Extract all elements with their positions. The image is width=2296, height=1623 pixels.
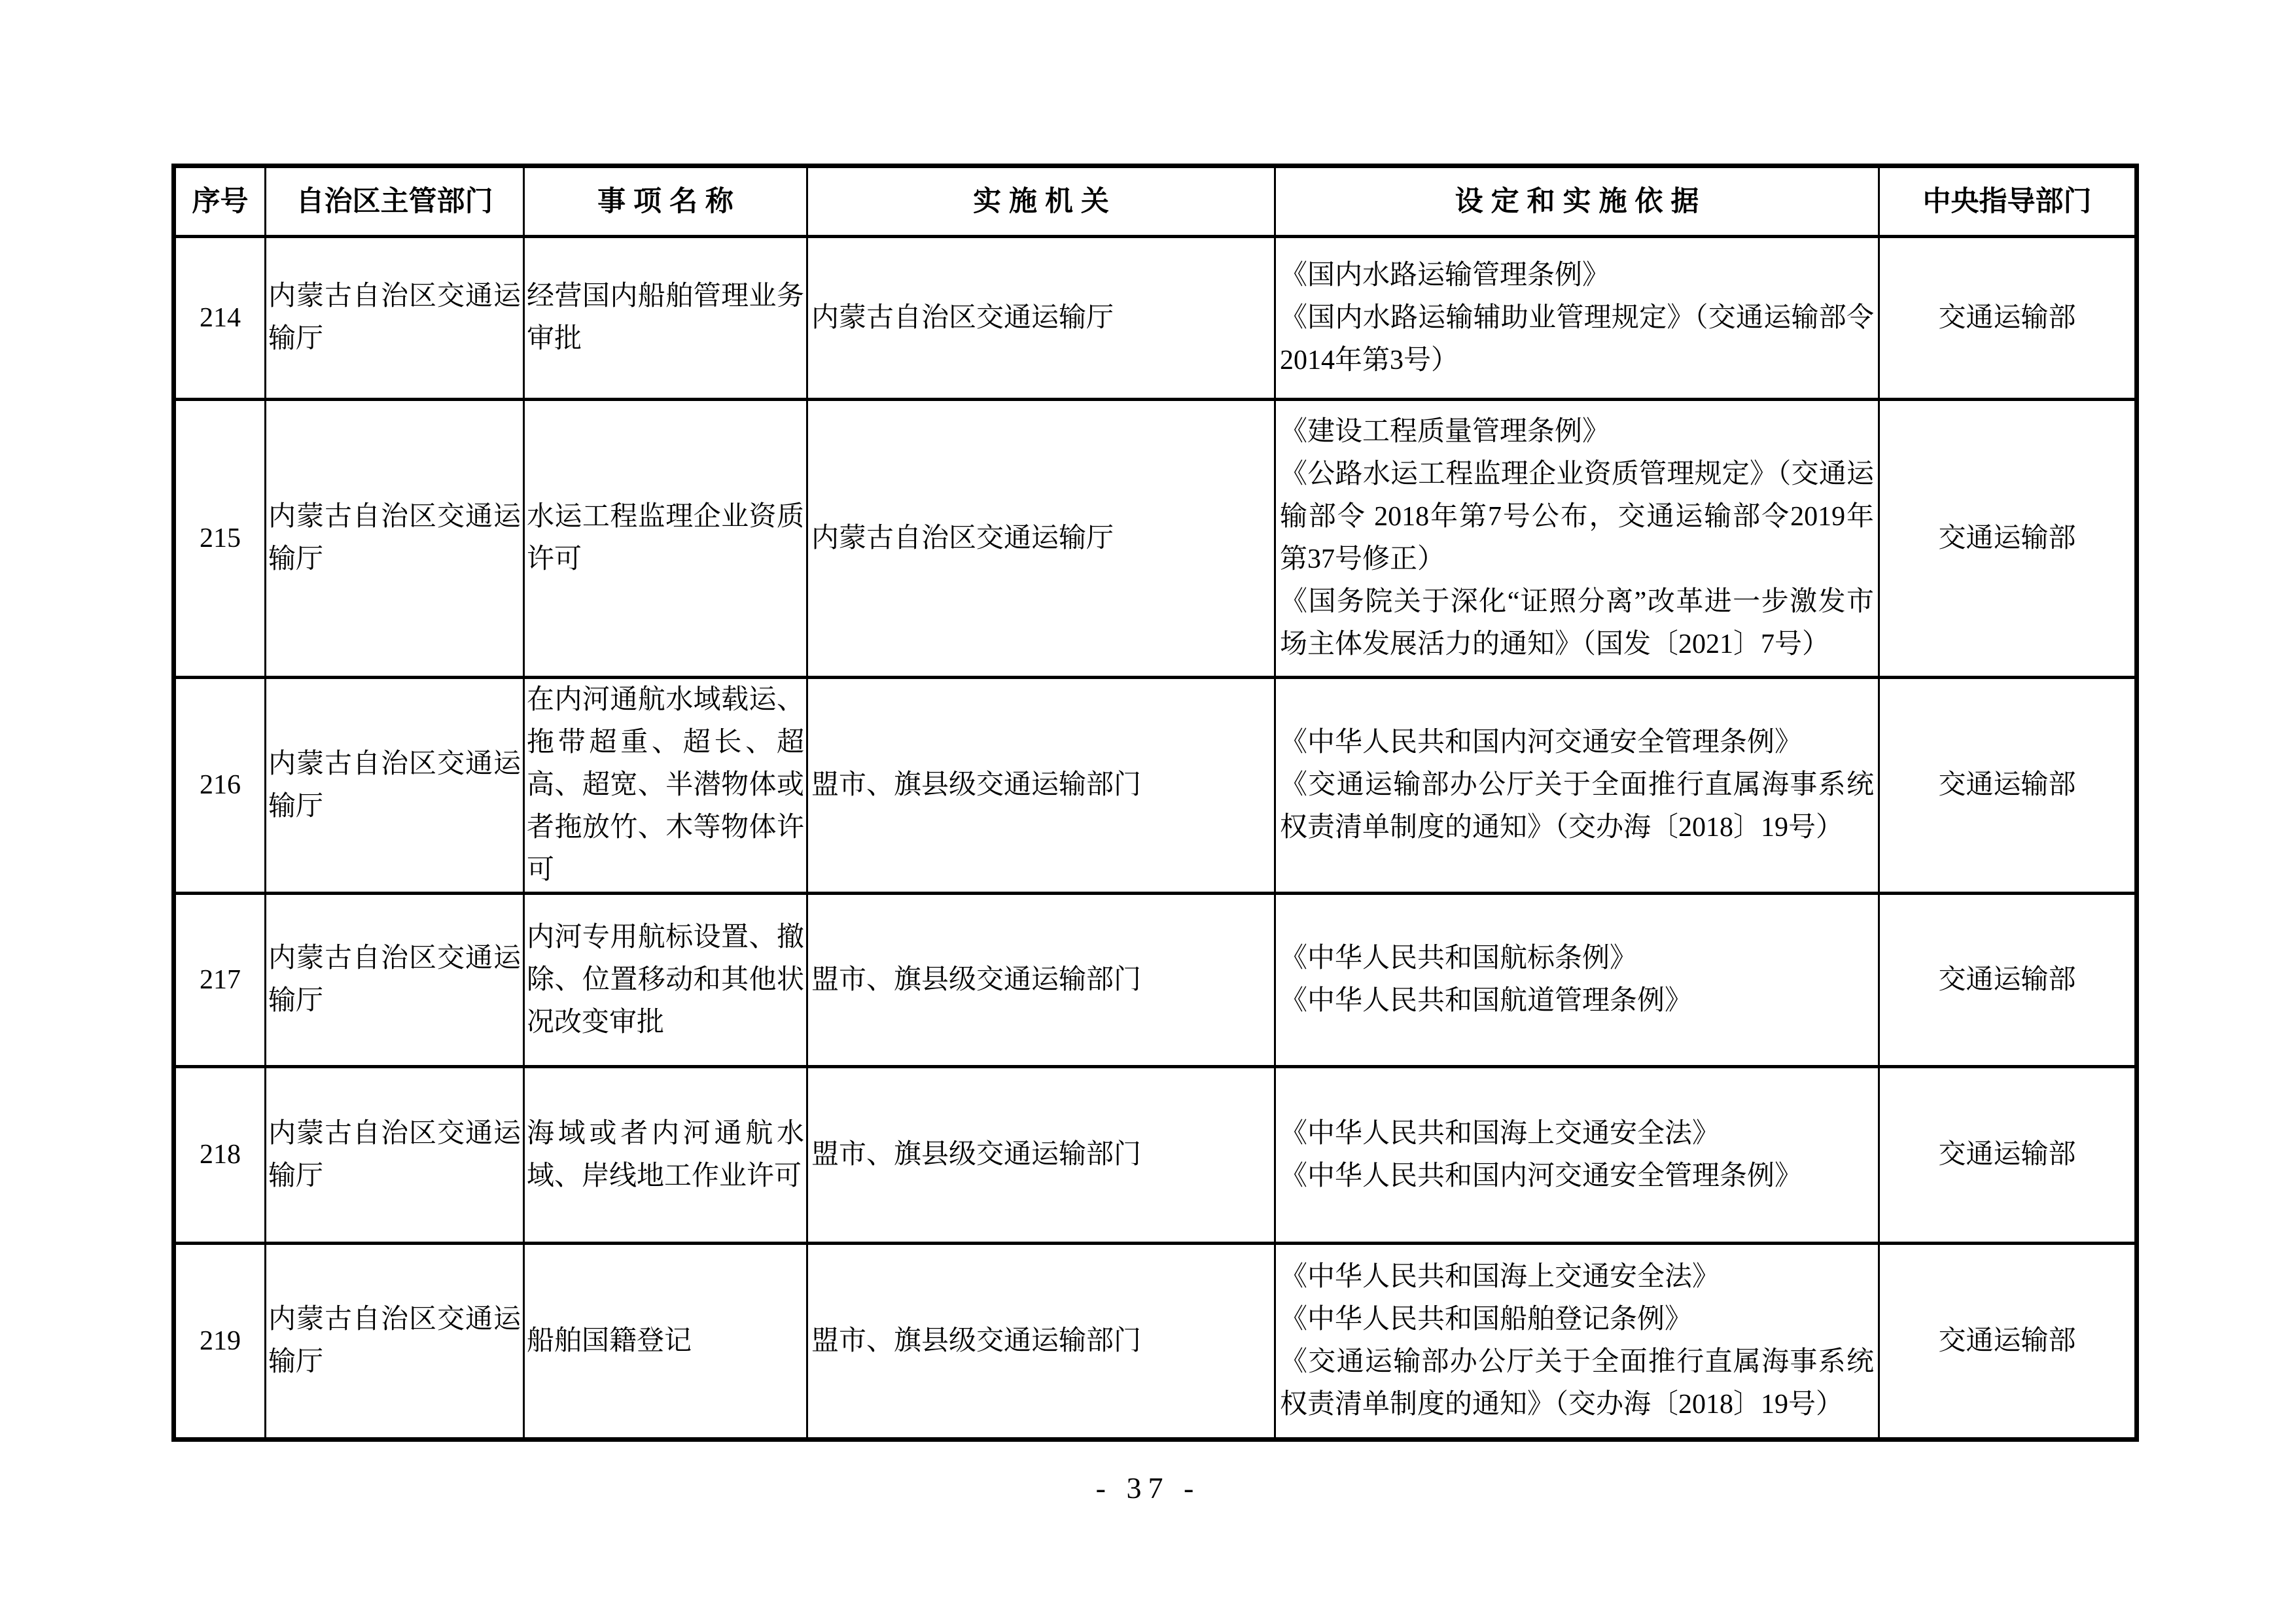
cell-serial-number: 219 (174, 1244, 266, 1440)
cell-region-department: 内蒙古自治区交通运输厅 (266, 894, 524, 1067)
cell-item-name: 船舶国籍登记 (524, 1244, 807, 1440)
legal-basis-line: 《中华人民共和国内河交通安全管理条例》 (1280, 727, 1803, 758)
cell-legal-basis (1275, 237, 1879, 400)
cell-central-guidance-department: 交通运输部 (1879, 1067, 2137, 1244)
cell-legal-basis (1275, 1244, 1879, 1440)
cell-implementing-agency: 盟市、旗县级交通运输部门 (807, 1067, 1275, 1244)
legal-basis-line: 《交通运输部办公厅关于全面推行直属海事系统权责清单制度的通知》（交办海〔2018〕19号） (1280, 770, 1874, 843)
cell-implementing-agency: 盟市、旗县级交通运输部门 (807, 894, 1275, 1067)
cell-serial-number: 214 (174, 237, 266, 400)
header-implementing-agency: 实 施 机 关 (807, 166, 1275, 237)
cell-serial-number: 217 (174, 894, 266, 1067)
cell-serial-number: 218 (174, 1067, 266, 1244)
cell-serial-number: 215 (174, 400, 266, 678)
legal-basis-line: 《中华人民共和国航道管理条例》 (1280, 986, 1693, 1016)
cell-legal-basis (1275, 678, 1879, 894)
cell-central-guidance-department: 交通运输部 (1879, 237, 2137, 400)
cell-implementing-agency: 内蒙古自治区交通运输厅 (807, 400, 1275, 678)
legal-basis-line: 《公路水运工程监理企业资质管理规定》（交通运输部令 2018年第7号公布，交通运输部令2019年第37号修正） (1280, 459, 1874, 574)
legal-basis-line: 《中华人民共和国航标条例》 (1280, 943, 1638, 973)
legal-basis-line: 《中华人民共和国海上交通安全法》 (1280, 1118, 1720, 1149)
header-item-name: 事 项 名 称 (524, 166, 807, 237)
header-region-department: 自治区主管部门 (266, 166, 524, 237)
legal-basis-line: 《中华人民共和国海上交通安全法》 (1280, 1262, 1720, 1292)
header-serial-number: 序号 (174, 166, 266, 237)
table-row (174, 237, 2137, 400)
cell-central-guidance-department: 交通运输部 (1879, 678, 2137, 894)
cell-legal-basis (1275, 400, 1879, 678)
legal-basis-line: 《建设工程质量管理条例》 (1280, 417, 1610, 447)
cell-region-department: 内蒙古自治区交通运输厅 (266, 1244, 524, 1440)
table-row (174, 894, 2137, 1067)
cell-legal-basis (1275, 894, 1879, 1067)
cell-central-guidance-department: 交通运输部 (1879, 400, 2137, 678)
cell-central-guidance-department: 交通运输部 (1879, 1244, 2137, 1440)
table-header-row (174, 166, 2137, 237)
legal-basis-line: 《国务院关于深化“证照分离”改革进一步激发市场主体发展活力的通知》（国发〔2021〕7号） (1280, 587, 1874, 659)
cell-implementing-agency: 盟市、旗县级交通运输部门 (807, 678, 1275, 894)
cell-item-name: 内河专用航标设置、撤除、位置移动和其他状况改变审批 (524, 894, 807, 1067)
cell-region-department: 内蒙古自治区交通运输厅 (266, 400, 524, 678)
legal-basis-line: 《中华人民共和国内河交通安全管理条例》 (1280, 1161, 1803, 1191)
approval-items-table (171, 164, 2139, 1442)
legal-basis-line: 《国内水路运输管理条例》 (1280, 260, 1610, 290)
cell-implementing-agency: 内蒙古自治区交通运输厅 (807, 237, 1275, 400)
cell-region-department: 内蒙古自治区交通运输厅 (266, 678, 524, 894)
cell-serial-number: 216 (174, 678, 266, 894)
legal-basis-line: 《中华人民共和国船舶登记条例》 (1280, 1304, 1693, 1335)
header-central-guidance-department: 中央指导部门 (1879, 166, 2137, 237)
cell-item-name: 经营国内船舶管理业务审批 (524, 237, 807, 400)
cell-implementing-agency: 盟市、旗县级交通运输部门 (807, 1244, 1275, 1440)
cell-region-department: 内蒙古自治区交通运输厅 (266, 237, 524, 400)
cell-central-guidance-department: 交通运输部 (1879, 894, 2137, 1067)
cell-item-name: 海域或者内河通航水域、岸线地工作业许可 (524, 1067, 807, 1244)
table-row (174, 1067, 2137, 1244)
header-legal-basis: 设 定 和 实 施 依 据 (1275, 166, 1879, 237)
table-row (174, 678, 2137, 894)
cell-item-name: 在内河通航水域载运、拖带超重、超长、超高、超宽、半潜物体或者拖放竹、木等物体许可 (524, 678, 807, 894)
page-number: - 37 - (1095, 1471, 1201, 1505)
cell-region-department: 内蒙古自治区交通运输厅 (266, 1067, 524, 1244)
legal-basis-line: 《国内水路运输辅助业管理规定》（交通运输部令2014年第3号） (1280, 302, 1874, 375)
cell-legal-basis (1275, 1067, 1879, 1244)
table-row (174, 1244, 2137, 1440)
table-row (174, 400, 2137, 678)
legal-basis-line: 《交通运输部办公厅关于全面推行直属海事系统权责清单制度的通知》（交办海〔2018〕19号） (1280, 1347, 1874, 1420)
cell-item-name: 水运工程监理企业资质许可 (524, 400, 807, 678)
